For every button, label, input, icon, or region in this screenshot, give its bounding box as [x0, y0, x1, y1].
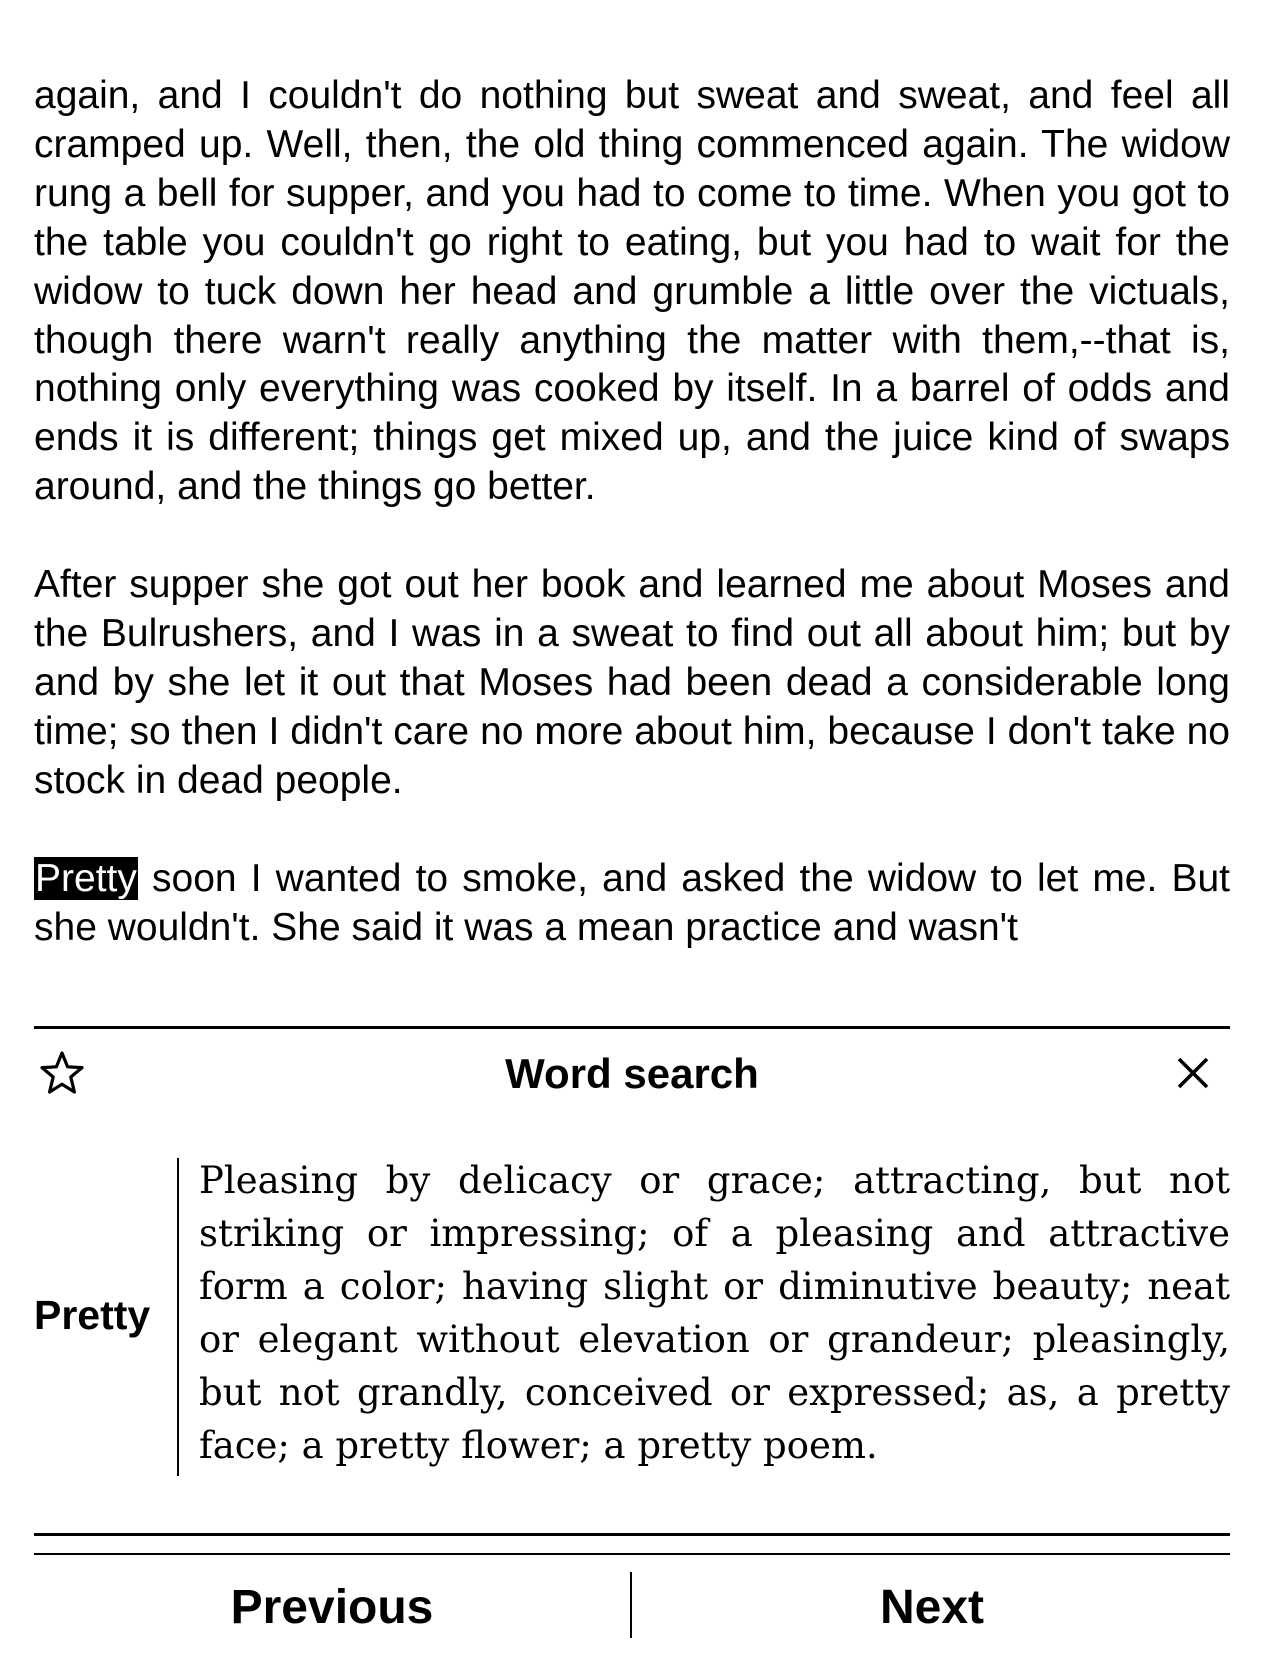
- paragraph: After supper she got out her book and learned me about Moses and the Bulrushers, and I was in a sweat to find out all about him; but by and by she let it out that Moses had been dead a considerable long time; so then I didn't care no more about him, because I don't take no stock in dead people.: [34, 563, 1230, 802]
- previous-button[interactable]: Previous: [230, 1580, 434, 1634]
- entry-definition: Pleasing by delicacy or grace; attracting, but not striking or impressing; of a pleasing and attractive form a color; having slight or diminutive beauty; neat or elegant without elevation or grandeur; pleasingly, but not grandly, conceived or expressed; as, a pretty face; a pretty flower; a pretty poem.: [199, 1159, 1230, 1467]
- word-search-header: [34, 1040, 1230, 1110]
- book-text: [34, 72, 1230, 953]
- paragraph: [34, 855, 1230, 953]
- word-search-title: Word search: [505, 1050, 759, 1097]
- close-icon[interactable]: [1176, 1056, 1210, 1090]
- divider: [630, 1572, 632, 1638]
- divider: [34, 1026, 1230, 1029]
- entry-term: Pretty: [34, 1291, 151, 1338]
- word-navigation: [34, 1572, 1230, 1642]
- divider: [34, 1553, 1230, 1555]
- divider: [177, 1158, 179, 1476]
- paragraph: again, and I couldn't do nothing but sweat and sweat, and feel all cramped up. Well, then, the old thing commenced again. The widow rung a bell for supper, and you had to come to time. When you got to the table you couldn't go right to eating, but you had to wait for the widow to tuck down her head and grumble a little over the victuals, though there warn't really anything the matter with them,--that is, nothing only everything was cooked by itself. In a barrel of odds and ends it is different; things get mixed up, and the juice kind of swaps around, and the things go better.: [34, 74, 1230, 509]
- paragraph-text: soon I wanted to smoke, and asked the widow to let me. But she wouldn't. She said it was a mean practice and wasn't: [34, 856, 1230, 949]
- dictionary-entry: [34, 1154, 1230, 1476]
- next-button[interactable]: Next: [879, 1580, 985, 1634]
- highlighted-word[interactable]: Pretty: [35, 856, 137, 900]
- divider: [34, 1533, 1230, 1536]
